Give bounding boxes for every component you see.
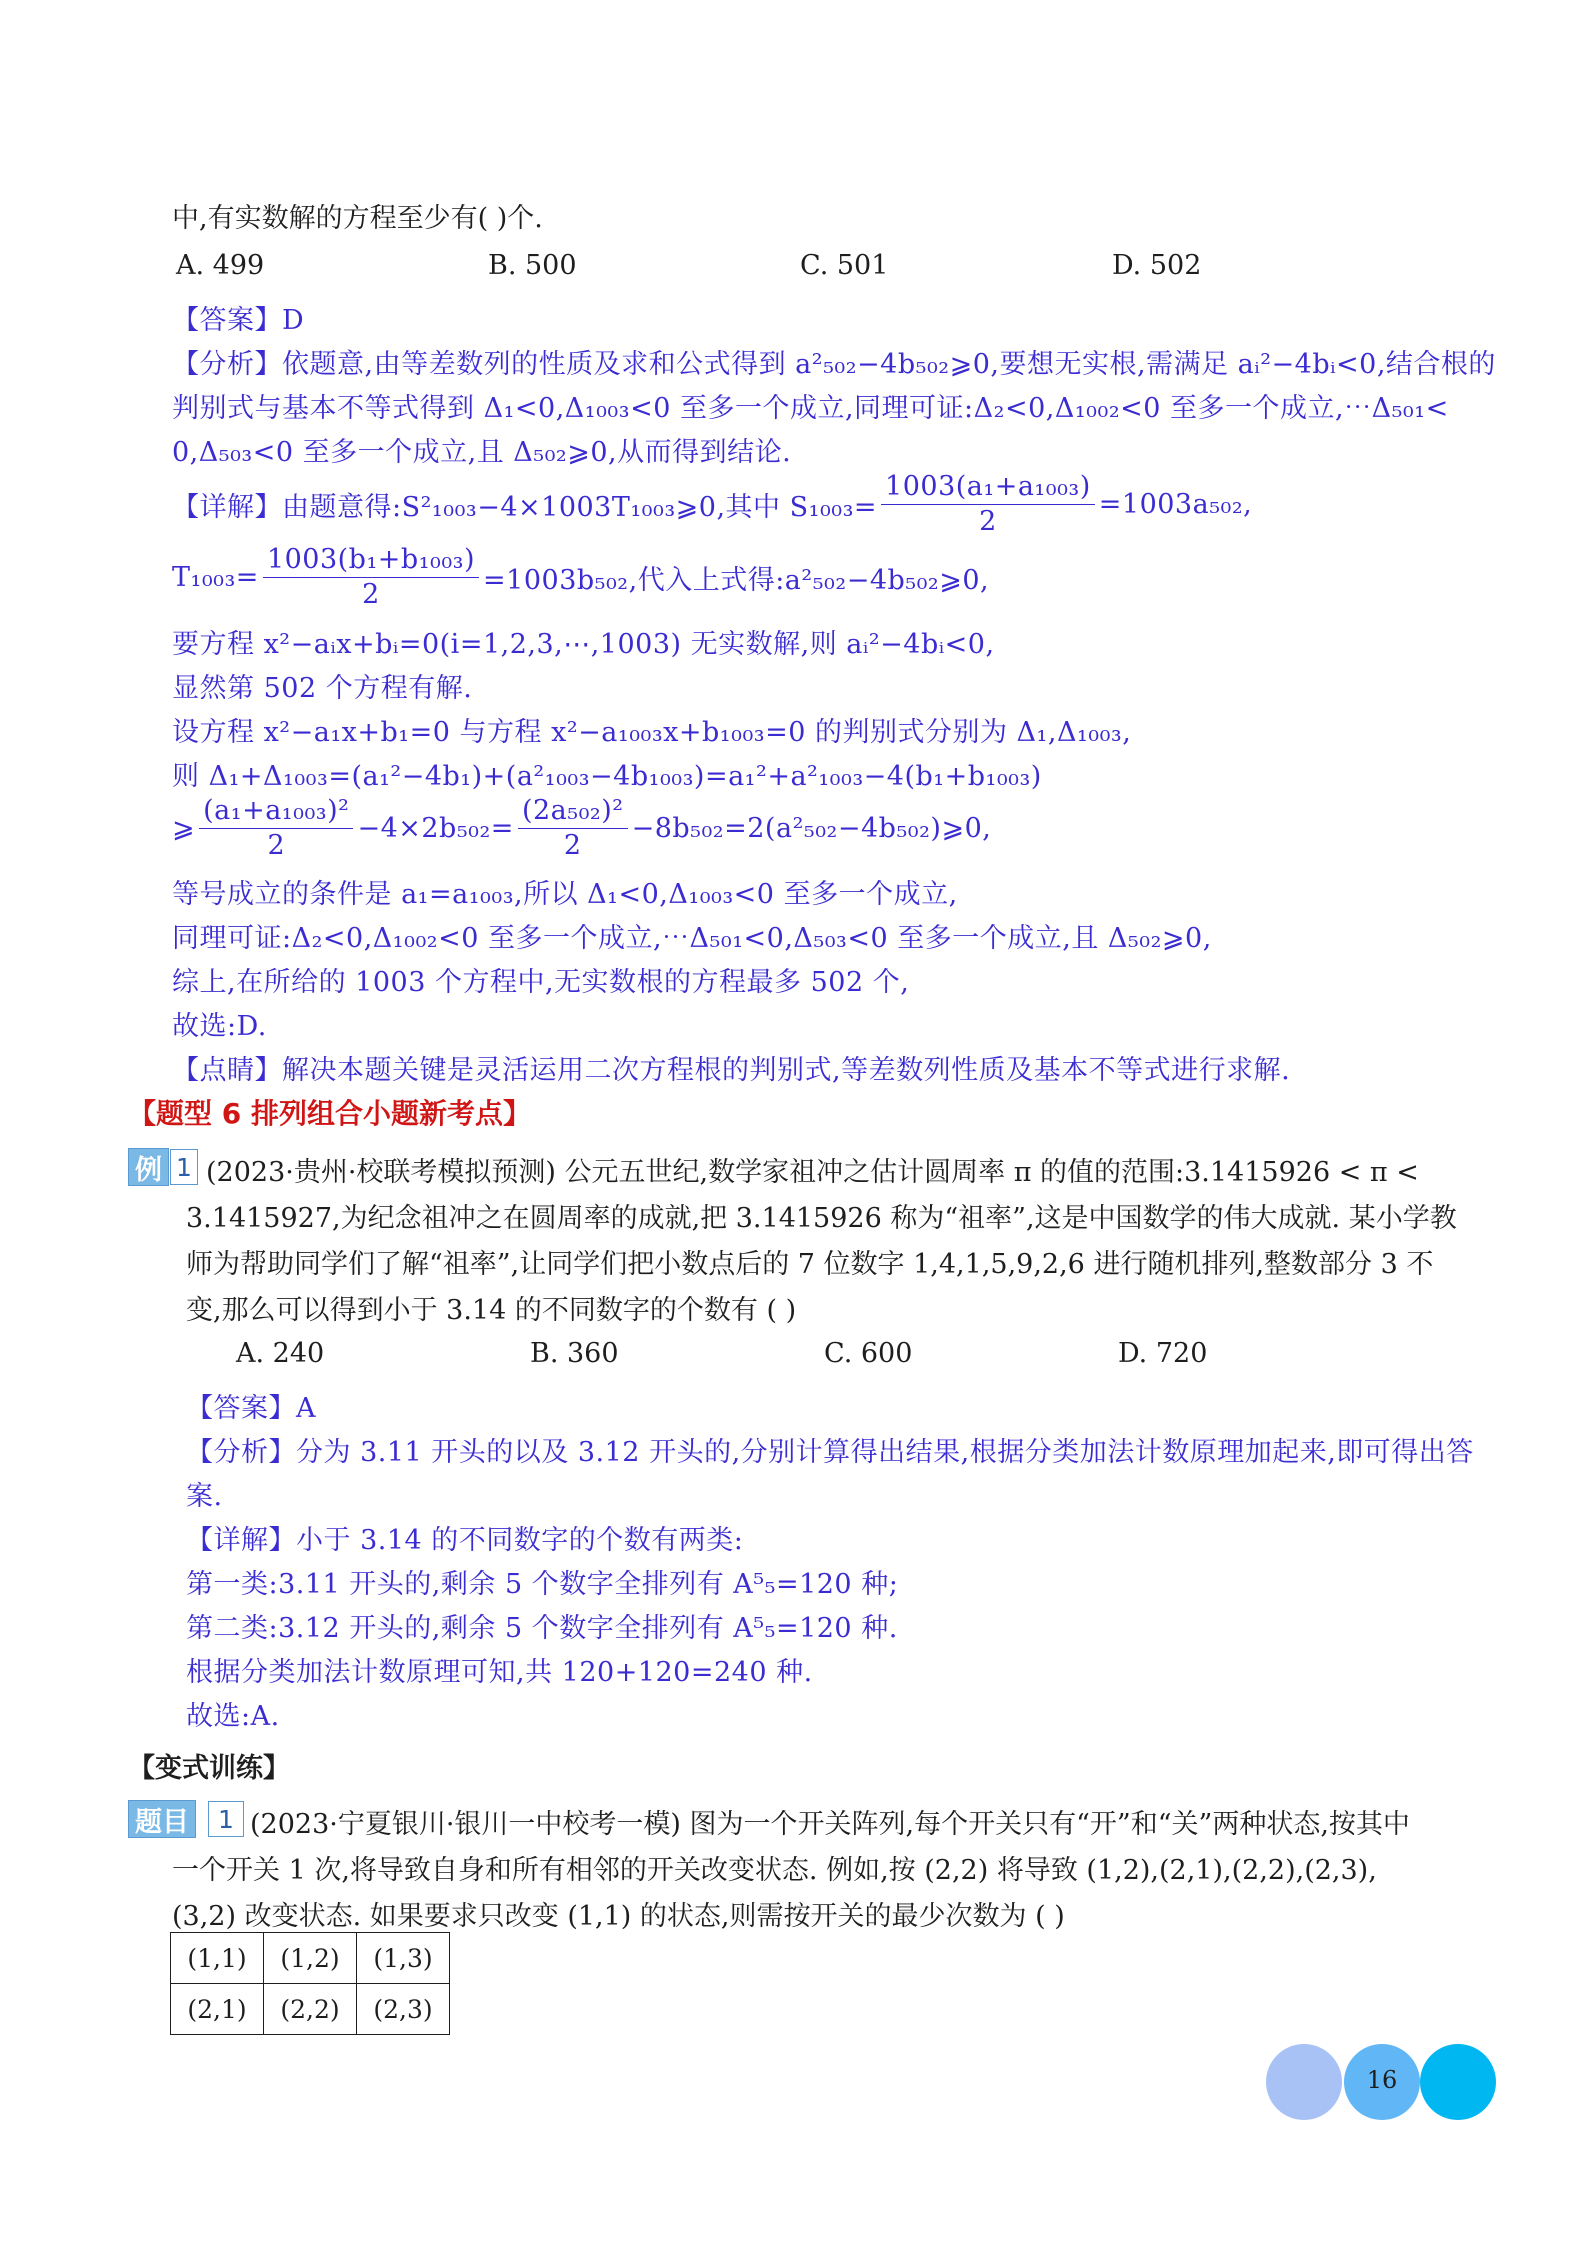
example-option-c: C. 600	[824, 1338, 913, 1369]
example-analysis-1: 【分析】分为 3.11 开头的以及 3.12 开头的,分别计算得出结果,根据分类加法计数原理加起来,即可得出答	[186, 1437, 1474, 1468]
fraction-numerator: 1003(b₁+b₁₀₀₃)	[263, 543, 479, 578]
example-detail-1: 【详解】小于 3.14 的不同数字的个数有两类:	[186, 1525, 744, 1556]
detail-line-9: 同理可证:Δ₂<0,Δ₁₀₀₂<0 至多一个成立,⋯Δ₅₀₁<0,Δ₅₀₃<0 至多一个成立,且 Δ₅₀₂⩾0,	[172, 923, 1212, 954]
detail-line-2-prefix: T₁₀₀₃=	[172, 562, 259, 593]
example-line-3: 师为帮助同学们了解“祖率”,让同学们把小数点后的 7 位数字 1,4,1,5,9,2,6 进行随机排列,整数部分 3 不	[186, 1249, 1434, 1280]
example-line-2: 3.1415927,为纪念祖冲之在圆周率的成就,把 3.1415926 称为“祖率”,这是中国数学的伟大成就. 某小学教	[186, 1203, 1457, 1234]
analysis-line-3: 0,Δ₅₀₃<0 至多一个成立,且 Δ₅₀₂⩾0,从而得到结论.	[172, 437, 792, 468]
detail-line-7-middle: −4×2b₅₀₂=	[357, 813, 514, 844]
table-cell: (1,2)	[264, 1933, 357, 1984]
example-detail-4: 根据分类加法计数原理可知,共 120+120=240 种.	[186, 1657, 813, 1688]
detail-line-4: 显然第 502 个方程有解.	[172, 673, 473, 704]
analysis-line-1: 【分析】依题意,由等差数列的性质及求和公式得到 a²₅₀₂−4b₅₀₂⩾0,要想无实根,需满足 aᵢ²−4bᵢ<0,结合根的	[172, 349, 1496, 380]
example-line-1: (2023·贵州·校联考模拟预测) 公元五世纪,数学家祖冲之估计圆周率 π 的值的范围:3.1415926 < π <	[206, 1157, 1419, 1188]
table-row	[171, 1933, 450, 1984]
detail-line-2-suffix: =1003b₅₀₂,代入上式得:a²₅₀₂−4b₅₀₂⩾0,	[483, 565, 990, 596]
practice-line-2: 一个开关 1 次,将导致自身和所有相邻的开关改变状态. 例如,按 (2,2) 将导致 (1,2),(2,1),(2,2),(2,3),	[172, 1855, 1377, 1886]
option-d: D. 502	[1112, 250, 1202, 281]
detail-line-1	[172, 470, 1252, 539]
fraction-denominator: 2	[362, 579, 380, 610]
table-row	[171, 1984, 450, 2035]
fraction-t1003	[263, 543, 479, 612]
practice-heading: 【变式训练】	[128, 1753, 290, 1784]
table-cell: (2,3)	[357, 1984, 450, 2035]
detail-line-1-prefix: 【详解】由题意得:S²₁₀₀₃−4×1003T₁₀₀₃⩾0,其中 S₁₀₀₃=	[172, 492, 878, 523]
detail-line-5: 设方程 x²−a₁x+b₁=0 与方程 x²−a₁₀₀₃x+b₁₀₀₃=0 的判别式分别为 Δ₁,Δ₁₀₀₃,	[172, 717, 1132, 748]
analysis-line-2: 判别式与基本不等式得到 Δ₁<0,Δ₁₀₀₃<0 至多一个成立,同理可证:Δ₂<0,Δ₁₀₀₂<0 至多一个成立,⋯Δ₅₀₁<	[172, 393, 1449, 424]
fraction-numerator: 1003(a₁+a₁₀₀₃)	[881, 470, 1095, 505]
detail-line-7	[172, 794, 991, 863]
table-cell: (2,1)	[171, 1984, 264, 2035]
option-b: B. 500	[488, 250, 577, 281]
example-number: 1	[170, 1149, 198, 1185]
example-answer: 【答案】A	[186, 1393, 316, 1424]
decor-circle-left	[1266, 2044, 1342, 2120]
example-badge: 例	[128, 1148, 169, 1186]
table-cell: (1,1)	[171, 1933, 264, 1984]
detail-line-8: 等号成立的条件是 a₁=a₁₀₀₃,所以 Δ₁<0,Δ₁₀₀₃<0 至多一个成立,	[172, 879, 958, 910]
decor-circle-right	[1420, 2044, 1496, 2120]
detail-line-2	[172, 543, 989, 612]
table-cell: (1,3)	[357, 1933, 450, 1984]
example-detail-3: 第二类:3.12 开头的,剩余 5 个数字全排列有 A⁵₅=120 种.	[186, 1613, 898, 1644]
detail-line-6: 则 Δ₁+Δ₁₀₀₃=(a₁²−4b₁)+(a²₁₀₀₃−4b₁₀₀₃)=a₁²+a²₁₀₀₃−4(b₁+b₁₀₀₃)	[172, 761, 1042, 792]
detail-line-11: 故选:D.	[172, 1011, 267, 1042]
table-cell: (2,2)	[264, 1984, 357, 2035]
remark-text: 【点睛】解决本题关键是灵活运用二次方程根的判别式,等差数列性质及基本不等式进行求解.	[172, 1055, 1291, 1086]
answer-text: 【答案】D	[172, 305, 305, 336]
example-detail-5: 故选:A.	[186, 1701, 280, 1732]
detail-line-10: 综上,在所给的 1003 个方程中,无实数根的方程最多 502 个,	[172, 967, 910, 998]
example-detail-2: 第一类:3.11 开头的,剩余 5 个数字全排列有 A⁵₅=120 种;	[186, 1569, 899, 1600]
example-option-d: D. 720	[1118, 1338, 1208, 1369]
detail-line-1-suffix: =1003a₅₀₂,	[1098, 489, 1253, 520]
fraction-denominator: 2	[563, 830, 582, 861]
fraction-a-sum-squared	[199, 794, 353, 863]
fraction-numerator: (2a₅₀₂)²	[518, 794, 628, 829]
option-a: A. 499	[176, 250, 265, 281]
detail-line-7-suffix: −8b₅₀₂=2(a²₅₀₂−4b₅₀₂)⩾0,	[631, 813, 992, 844]
practice-badge: 题目	[128, 1800, 196, 1838]
fraction-denominator: 2	[979, 506, 997, 537]
fraction-numerator: (a₁+a₁₀₀₃)²	[199, 794, 353, 829]
fraction-denominator: 2	[267, 830, 286, 861]
switch-array-table	[170, 1932, 450, 2035]
practice-line-1: (2023·宁夏银川·银川一中校考一模) 图为一个开关阵列,每个开关只有“开”和“关”两种状态,按其中	[250, 1809, 1410, 1840]
example-option-b: B. 360	[530, 1338, 619, 1369]
example-line-4: 变,那么可以得到小于 3.14 的不同数字的个数有 ( )	[186, 1295, 797, 1326]
practice-number: 1	[208, 1801, 244, 1837]
fraction-2a502-squared	[518, 794, 628, 863]
example-option-a: A. 240	[236, 1338, 325, 1369]
page-number: 16	[1366, 2066, 1398, 2094]
fraction-s1003	[881, 470, 1095, 539]
section-title: 【题型 6 排列组合小题新考点】	[128, 1097, 531, 1130]
example-analysis-2: 案.	[186, 1481, 223, 1512]
detail-line-7-prefix: ⩾	[172, 813, 196, 844]
detail-line-3: 要方程 x²−aᵢx+bᵢ=0(i=1,2,3,⋯,1003) 无实数解,则 aᵢ²−4bᵢ<0,	[172, 629, 995, 660]
question-continuation: 中,有实数解的方程至少有( )个.	[172, 203, 543, 234]
option-c: C. 501	[800, 250, 889, 281]
practice-line-3: (3,2) 改变状态. 如果要求只改变 (1,1) 的状态,则需按开关的最少次数为 ( )	[172, 1901, 1065, 1932]
